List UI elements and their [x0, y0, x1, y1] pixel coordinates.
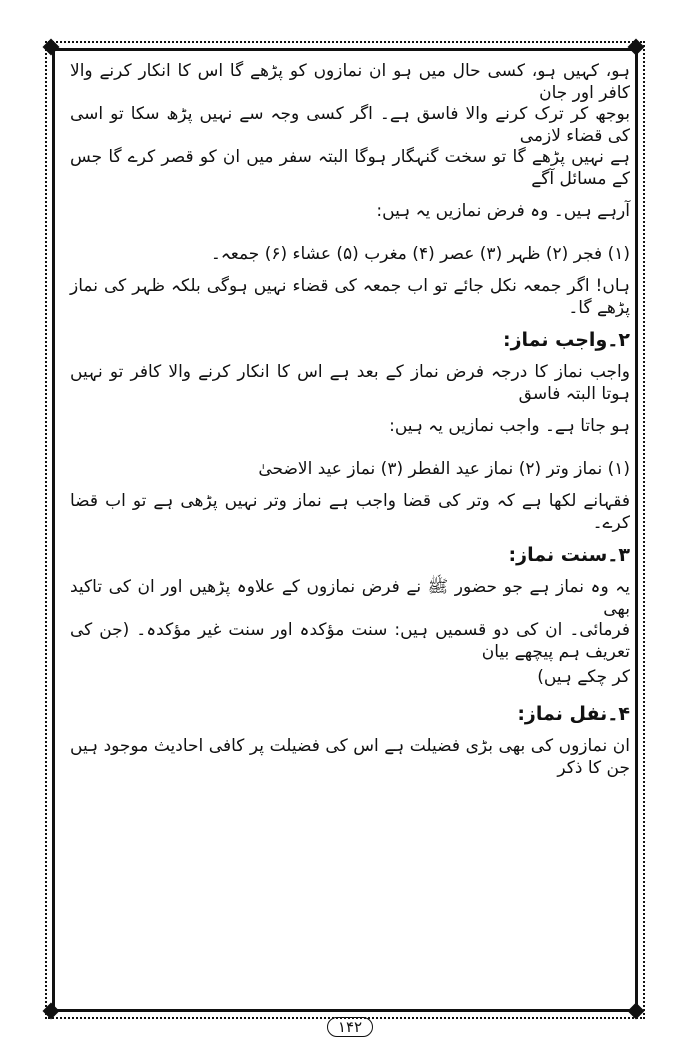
text-line: بوجھ کر ترک کرنے والا فاسق ہے۔ اگر کسی وجہ سے نہیں پڑھ سکا تو اسی کی قضاء لازمی	[70, 103, 630, 146]
text-line: (۱) نماز وتر (۲) نماز عید الفطر (۳) نماز عید الاضحیٰ	[258, 458, 630, 479]
text-line: ہے نہیں پڑھے گا تو سخت گنہگار ہوگا البتہ سفر میں ان کو قصر کرے گا جس کے مسائل آگے	[70, 146, 630, 189]
section-heading-sunnat: ۳۔سنت نماز:	[508, 543, 630, 566]
text-line: ہو، کہیں ہو، کسی حال میں ہو ان نمازوں کو پڑھے گا اس کا انکار کرنے والا کافر اور جان	[70, 60, 630, 103]
text-line: فرمائی۔ ان کی دو قسمیں ہیں: سنت مؤکدہ اور سنت غیر مؤکدہ۔ (جن کی تعریف ہم پیچھے بیان	[70, 619, 630, 662]
text-line: واجب نماز کا درجہ فرض نماز کے بعد ہے اس کا انکار کرنے والا کافر تو نہیں ہوتا البتہ فاسق	[70, 361, 630, 404]
section-heading-wajib: ۲۔واجب نماز:	[502, 328, 630, 351]
text-line: ہاں! اگر جمعہ نکل جائے تو اب جمعہ کی قضاء نہیں ہوگی بلکہ ظہر کی نماز پڑھے گا۔	[70, 275, 630, 318]
page-body	[70, 60, 630, 778]
section-heading-nafl: ۴۔نفل نماز:	[517, 702, 630, 725]
text-line: یہ وہ نماز ہے جو حضور ﷺ نے فرض نمازوں کے علاوہ پڑھیں اور ان کی تاکید بھی	[70, 576, 630, 619]
text-line: ان نمازوں کی بھی بڑی فضیلت ہے اس کی فضیلت پر کافی احادیث موجود ہیں جن کا ذکر	[70, 735, 630, 778]
text-line: آرہے ہیں۔ وہ فرض نمازیں یہ ہیں:	[376, 200, 630, 221]
text-line: (۱) فجر (۲) ظہر (۳) عصر (۴) مغرب (۵) عشاء (۶) جمعہ۔	[210, 243, 630, 264]
text-line: ہو جاتا ہے۔ واجب نمازیں یہ ہیں:	[389, 415, 630, 436]
text-line: فقہانے لکھا ہے کہ وتر کی قضا واجب ہے نماز وتر نہیں پڑھی ہے تو اب قضا کرے۔	[70, 490, 630, 533]
page-number-label: ۱۴۲	[327, 1017, 373, 1037]
page-number	[0, 1018, 700, 1036]
text-line: کر چکے ہیں)	[537, 667, 630, 687]
